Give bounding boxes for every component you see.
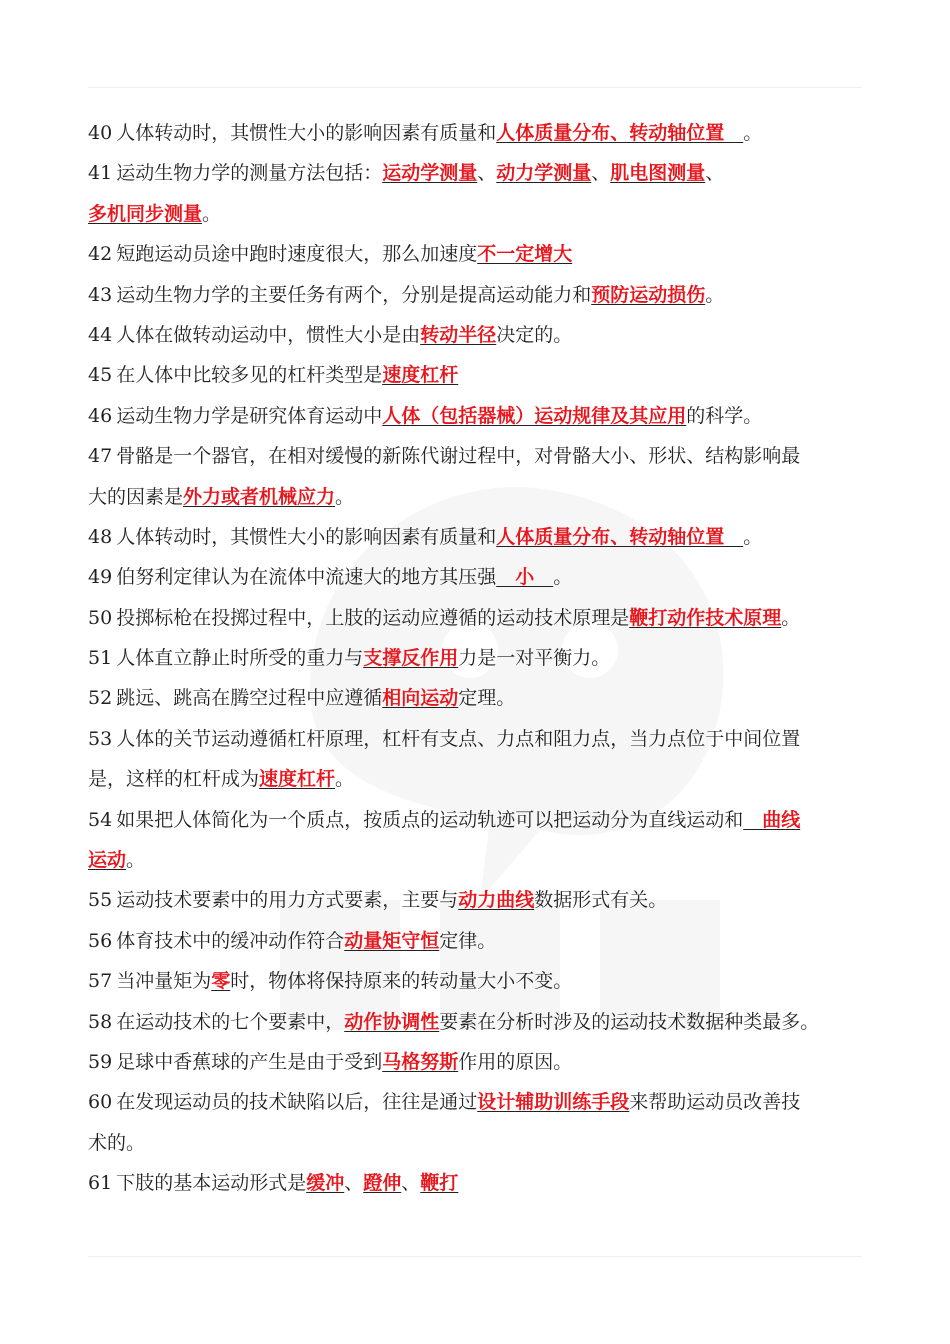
question-text: 大的因素是 [88,485,184,508]
question-text: 运动生物力学的测量方法包括： [116,162,383,185]
question-line [88,517,868,557]
answer-text: 缓冲 [306,1172,345,1195]
question-item [88,557,868,597]
question-line [88,153,868,193]
question-text: 。 [743,525,763,548]
answer-text: 转动半径 [420,323,497,346]
question-number: 58 [88,1010,113,1033]
question-number: 61 [88,1172,113,1195]
question-item [88,1002,868,1042]
question-number: 60 [88,1091,113,1114]
question-number: 48 [88,525,113,548]
question-line [88,921,868,961]
question-text: 时，物体将保持原来的转动量大小不变。 [230,970,573,993]
question-line [88,598,868,638]
question-line [88,880,868,920]
answer-text: 设计辅助训练手段 [477,1091,630,1114]
answer-text: 人体质量分布、转动轴位置 [496,525,744,548]
question-item [88,355,868,395]
question-text: 人体转动时，其惯性大小的影响因素有质量和 [116,122,497,144]
answer-text: 动力曲线 [458,889,535,912]
question-text: 术的。 [88,1131,146,1154]
question-text: 力是一对平衡力。 [458,647,611,670]
answer-text: 多机同步测量 [88,202,203,225]
question-text: 决定的。 [496,323,573,346]
question-number: 45 [88,364,113,387]
question-text: 。 [335,768,355,791]
question-line [88,1163,868,1203]
answer-text: 鞭打 [420,1172,459,1195]
question-item [88,1042,868,1082]
question-line [88,678,868,718]
question-text: 投掷标枪在投掷过程中，上肢的运动应遵循的运动技术原理是 [116,606,630,629]
question-item [88,638,868,678]
question-line [88,800,868,840]
question-number: 47 [88,445,113,468]
question-text: 短跑运动员途中跑时速度很大，那么加速度 [116,243,478,266]
question-text: 人体直立静止时所受的重力与 [116,647,364,670]
question-text: 下肢的基本运动形式是 [116,1172,307,1195]
question-item [88,153,868,234]
question-line [88,234,868,274]
answer-text: 肌电图测量 [610,162,706,185]
question-text: 跳远、跳高在腾空过程中应遵循 [116,687,383,710]
answer-text: 动作协调性 [344,1010,440,1033]
question-number: 52 [88,687,113,710]
question-item [88,678,868,718]
question-number: 53 [88,727,113,750]
question-text: 人体在做转动运动中，惯性大小是由 [116,323,421,346]
question-text: 、 [705,162,725,185]
question-number: 46 [88,404,113,427]
question-item [88,436,868,517]
question-text: 骨骼是一个器官，在相对缓慢的新陈代谢过程中，对骨骼大小、形状、结构影响最 [116,445,801,468]
question-number: 59 [88,1050,113,1073]
question-text: 。 [202,202,222,225]
answer-text: 马格努斯 [382,1050,459,1073]
question-line [88,961,868,1001]
header-rule [88,87,862,88]
question-line [88,194,868,234]
question-text: 足球中香蕉球的产生是由于受到 [116,1050,383,1073]
answer-text: 外力或者机械应力 [183,485,336,508]
question-list [88,113,868,1204]
question-text: 伯努利定律认为在流体中流速大的地方其压强 [116,566,497,589]
answer-text: 鞭打动作技术原理 [629,606,782,629]
question-number: 50 [88,606,113,629]
question-line [88,315,868,355]
question-text: 、 [591,162,611,185]
question-line [88,113,868,153]
question-number: 54 [88,808,113,831]
question-text: 运动技术要素中的用力方式要素，主要与 [116,889,459,912]
answer-text: 速度杠杆 [382,364,459,387]
question-number: 41 [88,162,113,185]
question-number: 42 [88,243,113,266]
question-item [88,1163,868,1203]
answer-text: 运动 [88,849,127,872]
question-number: 51 [88,647,113,670]
answer-text: 运动学测量 [382,162,478,185]
answer-text: 相向运动 [382,687,459,710]
question-text: 人体的关节运动遵循杠杆原理，杠杆有支点、力点和阻力点，当力点位于中间位置 [116,727,801,750]
question-item [88,800,868,881]
question-text: 在运动技术的七个要素中， [116,1010,345,1033]
question-text: 数据形式有关。 [534,889,668,912]
question-line [88,557,868,597]
question-number: 55 [88,889,113,912]
question-text: 体育技术中的缓冲动作符合 [116,929,345,952]
question-text: 。 [781,606,801,629]
question-text: 运动生物力学是研究体育运动中 [116,404,383,427]
question-line [88,355,868,395]
answer-text: 不一定增大 [477,243,573,266]
question-item [88,961,868,1001]
question-number: 40 [88,122,113,144]
question-text: 。 [335,485,355,508]
answer-text: 蹬伸 [363,1172,402,1195]
question-line [88,719,868,759]
question-line [88,396,868,436]
question-item [88,396,868,436]
question-text: 在发现运动员的技术缺陷以后，往往是通过 [116,1091,478,1114]
question-text: 人体转动时，其惯性大小的影响因素有质量和 [116,525,497,548]
answer-text: 预防运动损伤 [591,283,706,306]
question-item [88,598,868,638]
answer-text: 支撑反作用 [363,647,459,670]
question-item [88,315,868,355]
question-item [88,921,868,961]
question-line [88,1123,868,1163]
question-text: 。 [705,283,725,306]
answer-text: 动力学测量 [496,162,592,185]
answer-text: 动量矩守恒 [344,929,440,952]
question-number: 44 [88,323,113,346]
question-text: 要素在分析时涉及的运动技术数据种类最多。 [439,1010,820,1033]
footer-rule [88,1256,862,1257]
question-text: 定律。 [439,929,497,952]
question-line [88,1042,868,1082]
question-item [88,880,868,920]
question-line [88,638,868,678]
answer-text: 零 [211,970,231,993]
question-item [88,517,868,557]
answer-text: 小 [496,566,554,589]
question-text: 当冲量矩为 [116,970,212,993]
question-text: 来帮助运动员改善技 [629,1091,801,1114]
question-line [88,840,868,880]
question-number: 56 [88,929,113,952]
question-number: 49 [88,566,113,589]
question-text: 。 [126,849,146,872]
question-text: 。 [743,122,763,144]
answer-text: 人体质量分布、转动轴位置 [496,122,744,144]
question-number: 43 [88,283,113,306]
answer-text: 速度杠杆 [259,768,336,791]
question-item [88,234,868,274]
answer-text: 人体（包括器械）运动规律及其应用 [382,404,687,427]
question-line [88,1002,868,1042]
question-text: 运动生物力学的主要任务有两个，分别是提高运动能力和 [116,283,592,306]
question-text: 、 [344,1172,364,1195]
question-line [88,275,868,315]
question-line [88,759,868,799]
question-text: 、 [477,162,497,185]
question-line [88,1082,868,1122]
question-text: 如果把人体简化为一个质点，按质点的运动轨迹可以把运动分为直线运动和 [116,808,744,831]
question-line [88,436,868,476]
question-item [88,1082,868,1163]
question-text: 的科学。 [686,404,763,427]
question-number: 57 [88,970,113,993]
question-item [88,719,868,800]
question-text: 在人体中比较多见的杠杆类型是 [116,364,383,387]
question-text: 作用的原因。 [458,1050,573,1073]
question-text: 定理。 [458,687,516,710]
question-line [88,477,868,517]
question-item [88,275,868,315]
answer-text: 曲线 [743,808,801,831]
question-text: 是，这样的杠杆成为 [88,768,260,791]
question-item [88,113,868,153]
question-text: 、 [401,1172,421,1195]
question-text: 。 [553,566,573,589]
